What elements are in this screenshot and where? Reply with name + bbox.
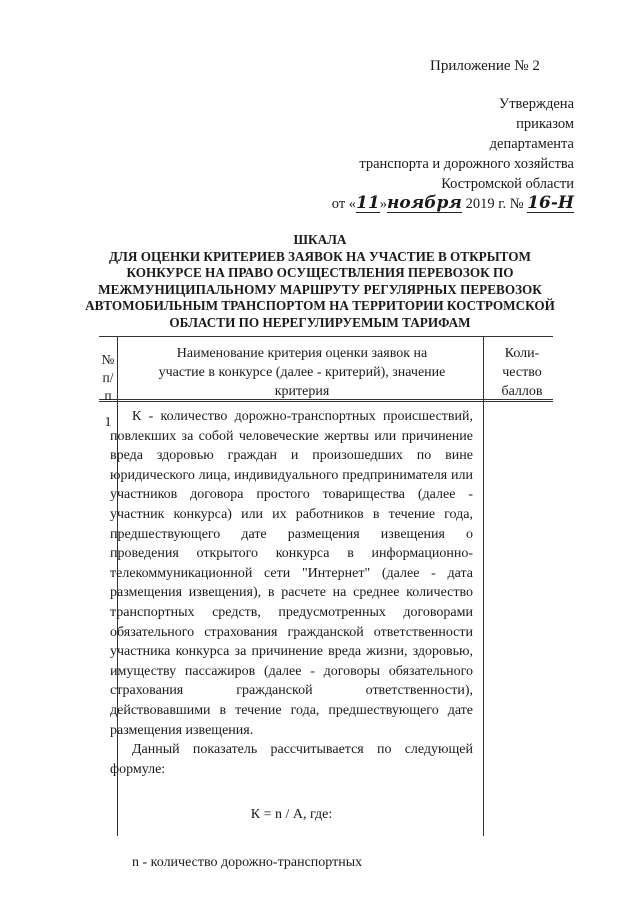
date-prefix: от « — [331, 196, 357, 212]
approval-line-4: транспорта и дорожного хозяйства — [359, 156, 574, 172]
appendix-label: Приложение № 2 — [430, 58, 540, 74]
document-title — [70, 232, 570, 331]
approval-line-2: приказом — [516, 116, 574, 132]
formula: К = n / А, где: — [250, 807, 333, 823]
date-month-handwritten: ноября — [386, 193, 462, 213]
header-points: Коли- чество баллов — [501, 346, 543, 399]
title-line-3: КОНКУРСЕ НА ПРАВО ОСУЩЕСТВЛЕНИЯ ПЕРЕВОЗОК ПО — [126, 265, 514, 280]
order-number-handwritten: 16-Н — [527, 193, 574, 213]
column-divider-2 — [483, 336, 484, 836]
title-line-4: МЕЖМУНИЦИПАЛЬНОМУ МАРШРУТУ РЕГУЛЯРНЫХ ПЕРЕВОЗОК — [98, 281, 542, 297]
title-line-1: ШКАЛА — [293, 232, 347, 247]
date-day-handwritten: 11 — [356, 193, 380, 213]
title-line-5: АВТОМОБИЛЬНЫМ ТРАНСПОРТОМ НА ТЕРРИТОРИИ КОСТРОМСКОЙ — [85, 298, 555, 313]
approval-line-5: Костромской области — [441, 176, 574, 192]
approval-line-3: департамента — [489, 136, 574, 152]
title-line-6: ОБЛАСТИ ПО НЕРЕГУЛИРУЕМЫМ ТАРИФАМ — [169, 314, 471, 330]
criterion-description — [110, 407, 473, 872]
date-year: 2019 г. № — [465, 196, 524, 212]
header-criterion-name: Наименование критерия оценки заявок на участие в конкурсе (далее - критерий), значение критерия — [158, 346, 446, 399]
table-top-border — [99, 336, 553, 337]
title-line-2: ДЛЯ ОЦЕНКИ КРИТЕРИЕВ ЗАЯВОК НА УЧАСТИЕ В ОТКРЫТОМ — [108, 248, 531, 264]
approval-date-line — [332, 194, 574, 214]
criterion-paragraph-3: n - количество дорожно-транспортных — [132, 854, 363, 870]
row-number: 1 — [104, 415, 112, 430]
approval-line-1: Утверждена — [498, 96, 574, 112]
date-mid: » — [379, 196, 387, 212]
criterion-paragraph-1: К - количество дорожно-транспортных происшествий, повлекших за собой человеческие жертвы или причинение вреда здоровью граждан и произошедших по вине юридического лица, индивидуального предпринимателя или участников договора простого товарищества (далее - участник конкурса) или их работников в течение года, предшествующего дате размещения извещения о проведения открытого конкурса в информационно-телекоммуникационной сети "Интернет" (далее - дата размещения извещения), в расчете на среднее количество транспортных средств, предусмотренных договорами обязательного страхования гражданской ответственности участника конкурса за причинение вреда жизни, здоровью, имуществу пассажиров (далее - договоры обязательного страхования гражданской ответственности), действовавшими в течение года, предшествующего дате размещения извещения. — [110, 409, 473, 738]
approval-block — [332, 94, 574, 214]
header-number: № п/п — [101, 352, 115, 403]
criterion-paragraph-2: Данный показатель рассчитывается по следующей формуле: — [110, 742, 473, 777]
